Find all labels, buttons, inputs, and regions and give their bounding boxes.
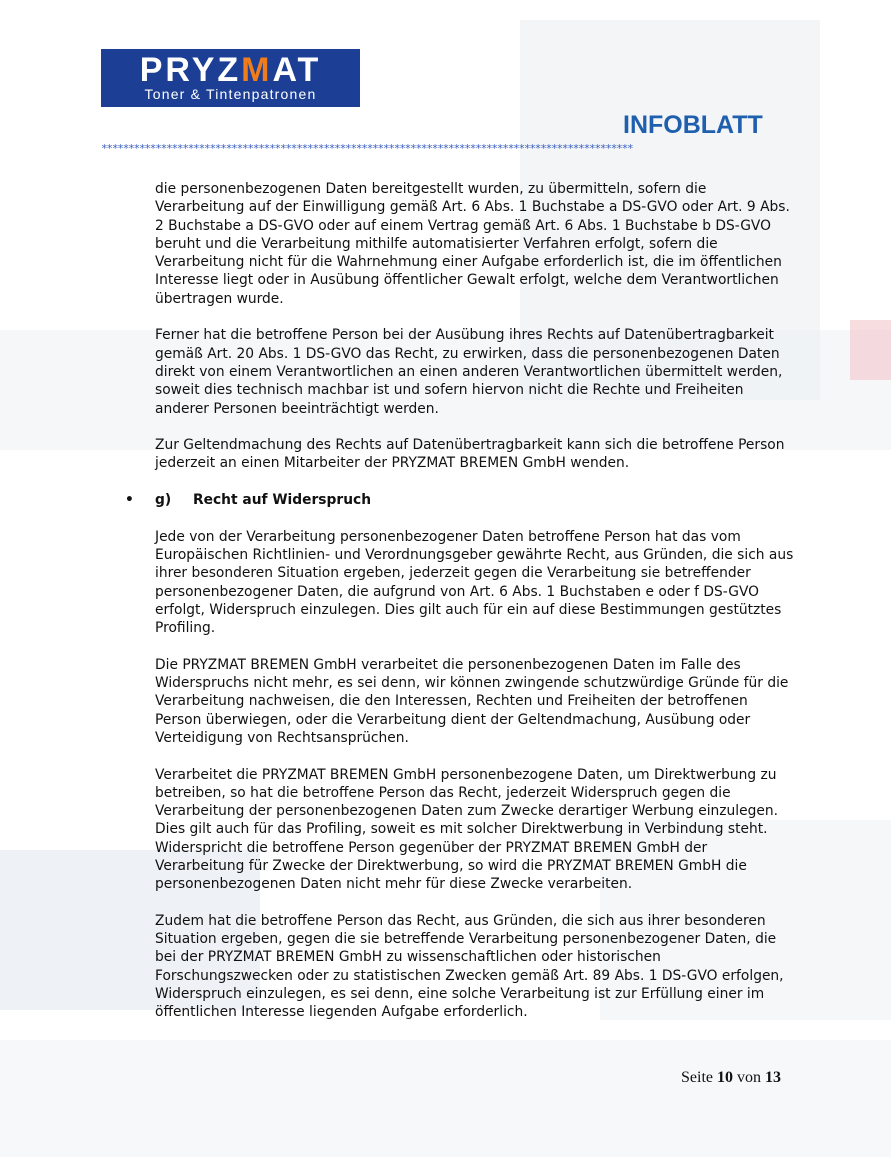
paragraph: Zudem hat die betroffene Person das Recht, aus Gründen, die sich aus ihrer besonderen Situation ergeben, gegen die sie betreffende Verarbeitung personenbezogener Daten, die bei der PRYZMAT BREMEN GmbH zu wissenschaftlichen oder historischen Forschungszwecken oder zu statistischen Zwecken gemäß Art. 89 Abs. 1 DS-GVO erfolgen, Widerspruch einzulegen, es sei denn, eine solche Verarbeitung ist zur Erfüllung einer im öffentlichen Interesse liegenden Aufgabe erforderlich. [155,912,784,1021]
current-page: 10 [717,1069,733,1086]
logo-wordmark: PRYZMAT [139,51,322,89]
section-title: Recht auf Widerspruch [193,492,372,509]
page-title: INFOBLATT [623,111,763,139]
header-separator: ************************************************************************************************** [101,142,633,155]
section-letter: g) [155,492,172,509]
paragraph: Verarbeitet die PRYZMAT BREMEN GmbH personenbezogene Daten, um Direktwerbung zu betreiben, so hat die betroffene Person das Recht, jederzeit Widerspruch gegen die Verarbeitung der personenbezogenen Daten zum Zwecke derartiger Werbung einzulegen. Dies gilt auch für das Profiling, soweit es mit solcher Direktwerbung in Verbindung steht. Widerspricht die betroffene Person gegenüber der PRYZMAT BREMEN GmbH der Verarbeitung für Zwecke der Direktwerbung, so wird die PRYZMAT BREMEN GmbH die personenbezogenen Daten nicht mehr für diese Zwecke verarbeiten. [155,766,778,893]
logo-tagline: Toner & Tintenpatronen [144,86,317,102]
total-pages: 13 [765,1069,781,1086]
paragraph: Die PRYZMAT BREMEN GmbH verarbeitet die personenbezogenen Daten im Falle des Widerspruchs nicht mehr, es sei denn, wir können zwingende schutzwürdige Gründe für die Verarbeitung nachweisen, die den Interessen, Rechten und Freiheiten der betroffenen Person überwiegen, oder die Verarbeitung dient der Geltendmachung, Ausübung oder Verteidigung von Rechtsansprüchen. [155,656,789,746]
section-heading [125,491,795,509]
paragraph: Zur Geltendmachung des Rechts auf Datenübertragbarkeit kann sich die betroffene Person jederzeit an einen Mitarbeiter der PRYZMAT BREMEN GmbH wenden. [155,437,785,472]
document-body [125,180,795,1040]
paragraph: Ferner hat die betroffene Person bei der Ausübung ihres Rechts auf Datenübertragbarkeit gemäß Art. 20 Abs. 1 DS-GVO das Recht, zu erwirken, dass die personenbezogenen Daten direkt von einem Verantwortlichen an einen anderen Verantwortlichen übermittelt werden, soweit dies technisch machbar ist und sofern hiervon nicht die Rechte und Freiheiten anderer Personen beeinträchtigt werden. [155,327,783,417]
bullet-marker: • [125,492,134,509]
page-number: Seite 10 von 13 [681,1069,781,1086]
company-logo [101,49,360,107]
paragraph: die personenbezogenen Daten bereitgestellt wurden, zu übermitteln, sofern die Verarbeitung auf der Einwilligung gemäß Art. 6 Abs. 1 Buchstabe a DS-GVO oder Art. 9 Abs. 2 Buchstabe a DS-GVO oder auf einem Vertrag gemäß Art. 6 Abs. 1 Buchstabe b DS-GVO beruht und die Verarbeitung mithilfe automatisierter Verfahren erfolgt, sofern die Verarbeitung nicht für die Wahrnehmung einer Aufgabe erforderlich ist, die im öffentlichen Interesse liegt oder in Ausübung öffentlicher Gewalt erfolgt, welche dem Verantwortlichen übertragen wurde. [155,181,790,307]
paragraph: Jede von der Verarbeitung personenbezogener Daten betroffene Person hat das vom Europäischen Richtlinien- und Verordnungsgeber gewährte Recht, aus Gründen, die sich aus ihrer besonderen Situation ergeben, jederzeit gegen die Verarbeitung sie betreffender personenbezogener Daten, die aufgrund von Art. 6 Abs. 1 Buchstaben e oder f DS-GVO erfolgt, Widerspruch einzulegen. Dies gilt auch für ein auf diese Bestimmungen gestütztes Profiling. [155,528,794,637]
